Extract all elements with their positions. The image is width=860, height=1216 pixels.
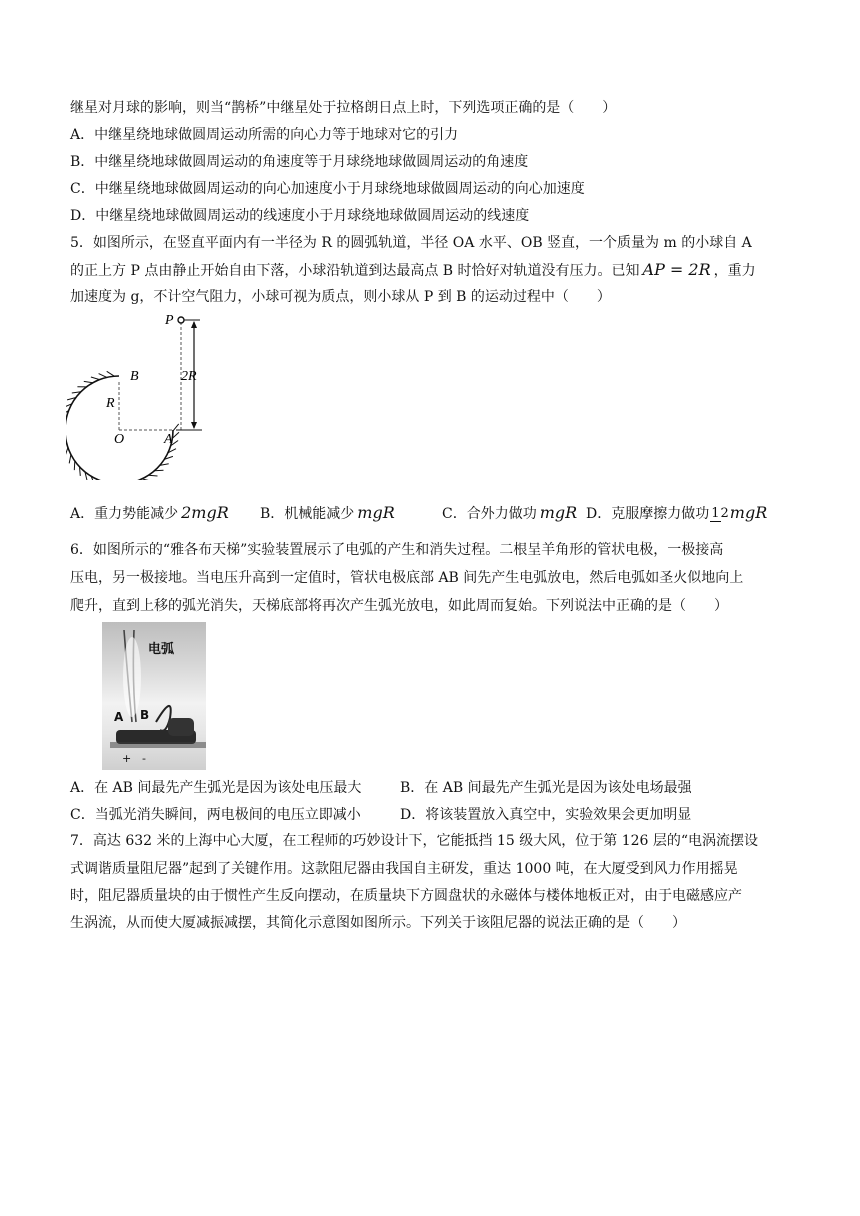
arc-glow [123, 637, 141, 717]
photo-label-a: A [114, 710, 124, 724]
hatch-mark [148, 475, 157, 476]
q6-jacobs-ladder-photo [102, 622, 206, 770]
q5-line-2-end: ，重力 [713, 263, 756, 279]
q5-option-c-math: mgR [539, 503, 578, 522]
q6-line-2: 压电，另一极接地。当电压升高到一定值时，管状电极底部 AB 间先产生电弧放电，然后电弧如圣火似地向上 [70, 570, 744, 586]
fraction-numerator: 1 [711, 505, 720, 521]
fraction-denominator: 2 [720, 505, 729, 521]
q4-option-a: A．中继星绕地球做圆周运动所需的向心力等于地球对它的引力 [70, 127, 459, 143]
ball-p [178, 317, 184, 323]
transformer-box [168, 718, 194, 736]
photo-label-b: B [140, 708, 150, 722]
q5-option-d-math: mgR [729, 503, 768, 522]
q4-option-d: D．中继星绕地球做圆周运动的线速度小于月球绕地球做圆周运动的线速度 [70, 208, 530, 224]
q5-option-b [260, 503, 442, 523]
q5-option-b-text: B．机械能减少 [260, 506, 355, 522]
q6-line-1: 6．如图所示的“雅各布天梯”实验装置展示了电弧的产生和消失过程。二根呈羊角形的管状电极，一极接高 [70, 542, 724, 558]
table-shadow [110, 742, 206, 748]
hatch-mark [142, 479, 151, 480]
hatch-mark [69, 455, 71, 464]
hatch-mark [66, 448, 68, 457]
q6-option-b: B．在 AB 间最先产生弧光是因为该处电场最强 [400, 780, 692, 796]
q5-option-c [442, 503, 586, 523]
hatch-mark [99, 374, 107, 378]
q7-line-1: 7．高达 632 米的上海中心大厦，在工程师的巧妙设计下，它能抵挡 15 级大风，位于第 126 层的“电涡流摆设 [70, 833, 759, 849]
photo-label-plus: + [122, 752, 132, 765]
q6-option-c: C．当弧光消失瞬间，两电极间的电压立即减小 [70, 807, 361, 823]
label-r: R [106, 396, 115, 411]
label-p: P [165, 313, 174, 328]
dim-arrow-down [191, 422, 197, 429]
q6-option-d: D．将该装置放入真空中，实验效果会更加明显 [400, 807, 692, 823]
q5-option-d-fraction [710, 507, 729, 522]
hatch-mark [107, 371, 115, 376]
label-2r: 2R [181, 369, 197, 384]
photo-label-arc: 电弧 [148, 642, 175, 657]
label-b: B [130, 369, 139, 384]
q7-line-2: 式调谐质量阻尼器”起到了关键作用。这款阻尼器由我国自主研发，重达 1000 吨，在大厦受到风力作用摇晃 [70, 861, 738, 877]
q4-option-c: C．中继星绕地球做圆周运动的向心加速度小于月球绕地球做圆周运动的向心加速度 [70, 181, 585, 197]
q5-option-d [586, 503, 767, 523]
q5-line-3: 加速度为 g，不计空气阻力，小球可视为质点，则小球从 P 到 B 的运动过程中（ ） [70, 289, 611, 305]
q5-line-2 [70, 260, 756, 281]
hatch-mark [84, 381, 93, 382]
q6-option-a: A．在 AB 间最先产生弧光是因为该处电压最大 [70, 780, 362, 796]
q6-options-row-1 [70, 778, 692, 798]
q5-line-2-text: 的正上方 P 点由静止开始自由下落，小球沿轨道到达最高点 B 时恰好对轨道没有压力。已知 [70, 263, 640, 279]
q6-options-row-2 [70, 805, 691, 825]
q5-option-b-math: mgR [357, 503, 395, 522]
q5-option-d-text: D．克服摩擦力做功 [586, 506, 710, 522]
dim-arrow-up [191, 321, 197, 328]
q7-line-3: 时，阻尼器质量块的由于惯性产生反向摆动，在质量块下方圆盘状的永磁体与楼体地板正对，由于电磁感应产 [70, 888, 742, 904]
q5-option-a-text: A．重力势能减少 [70, 506, 179, 522]
hatch-mark [74, 461, 75, 470]
label-a: A [164, 432, 173, 447]
q5-line-1: 5．如图所示，在竖直平面内有一半径为 R 的圆弧轨道，半径 OA 水平、OB 竖直，一个质量为 m 的小球自 A [70, 235, 752, 251]
q5-options [70, 503, 767, 523]
label-o: O [114, 432, 125, 447]
q5-circular-track-figure [66, 310, 226, 480]
q5-option-a [70, 503, 260, 523]
hatch-mark [154, 470, 163, 471]
q5-option-c-text: C．合外力做功 [442, 506, 537, 522]
q6-line-3: 爬升，直到上移的弧光消失，天梯底部将再次产生弧光放电，如此周而复始。下列说法中正确的是（ ） [70, 598, 728, 614]
hatch-mark [91, 377, 100, 380]
q5-ap-equation: AP = 2R [642, 260, 711, 279]
q7-line-4: 生涡流，从而使大厦减振减摆，其简化示意图如图所示。下列关于该阻尼器的说法正确的是（ ） [70, 915, 686, 931]
q5-option-a-math: 2mgR [181, 503, 229, 522]
photo-label-minus: - [142, 752, 146, 765]
q4-stem: 继星对月球的影响，则当“鹊桥”中继星处于拉格朗日点上时，下列选项正确的是（ ） [70, 100, 617, 116]
q4-option-b: B．中继星绕地球做圆周运动的角速度等于月球绕地球做圆周运动的角速度 [70, 154, 529, 170]
